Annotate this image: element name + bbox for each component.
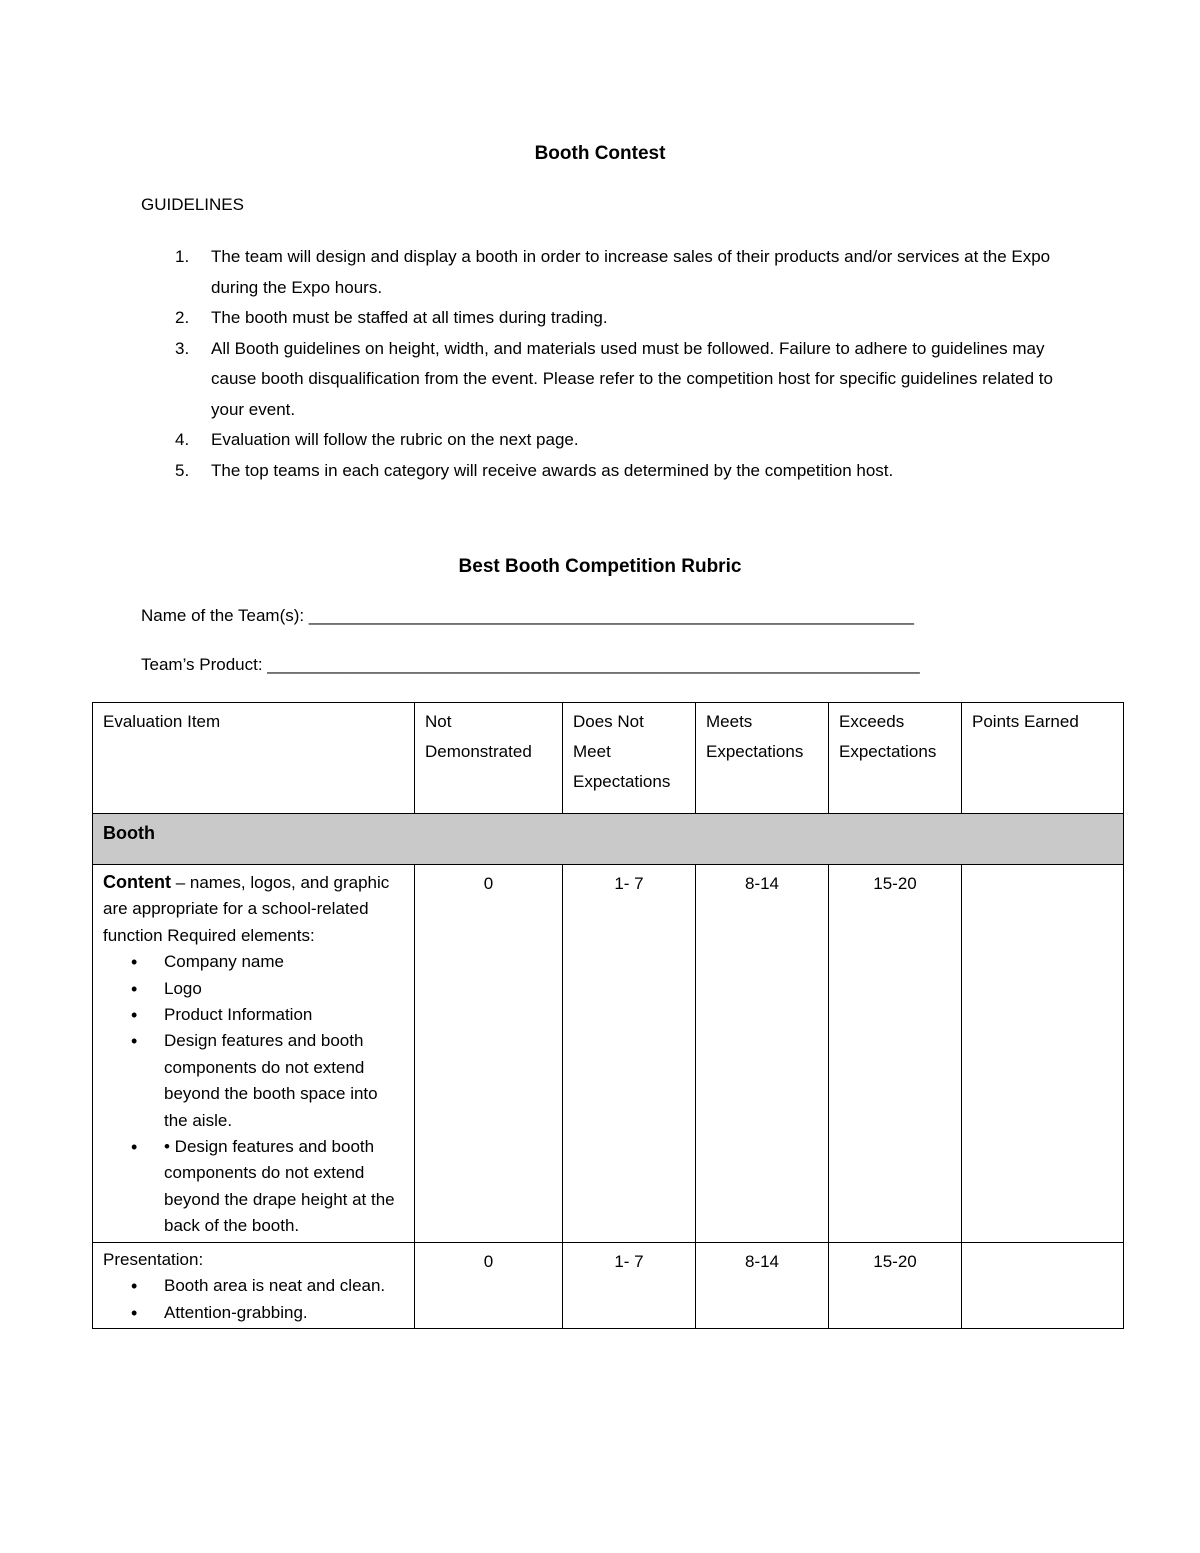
guideline-number: 4. xyxy=(175,430,190,449)
guidelines-heading: GUIDELINES xyxy=(141,195,244,214)
rubric-title: Best Booth Competition Rubric xyxy=(458,556,742,577)
guideline-text: Evaluation will follow the rubric on the next page. xyxy=(211,430,579,449)
list-item: • Design features and booth components do not extend beyond the booth space into the aisle. xyxy=(93,1028,404,1134)
header-not-demonstrated: Not Demonstrated xyxy=(415,703,563,814)
evaluation-item-cell xyxy=(93,865,415,1243)
header-evaluation-item: Evaluation Item xyxy=(93,703,415,814)
section-label: Booth xyxy=(93,814,1124,865)
list-item: • • Design features and booth components do not extend beyond the drape height at the back of the booth. xyxy=(93,1134,404,1240)
header-exceeds: Exceeds Expectations xyxy=(829,703,962,814)
list-item: • Product Information xyxy=(93,1002,404,1028)
evaluation-item-cell xyxy=(93,1242,415,1328)
criterion-description: – names, logos, and graphic are appropriate for a school-related function Required elements: xyxy=(103,873,390,945)
guideline-text: The top teams in each category will receive awards as determined by the competition host. xyxy=(211,460,894,480)
guideline-number: 5. xyxy=(175,460,190,480)
guideline-number: 1. xyxy=(175,247,190,266)
table-row xyxy=(93,1242,1124,1328)
score-not-demonstrated: 0 xyxy=(415,865,563,1243)
score-not-demonstrated: 0 xyxy=(415,1242,563,1328)
guideline-number: 2. xyxy=(175,308,190,327)
criterion-description: Presentation: xyxy=(103,1249,204,1269)
team-product-field: Team’s Product: _____________________________________________________________________ xyxy=(141,655,920,674)
header-does-not-meet: Does Not Meet Expectations xyxy=(563,703,696,814)
guideline-text: The team will design and display a booth in order to increase sales of their products and/or services at the Expo during the Expo hours. xyxy=(211,247,1051,297)
guideline-item xyxy=(141,334,1071,426)
list-item: • Company name xyxy=(93,949,404,975)
list-item: • Booth area is neat and clean. xyxy=(93,1273,404,1299)
list-item: • Logo xyxy=(93,976,404,1002)
score-meets: 8-14 xyxy=(696,1242,829,1328)
list-item: • Attention-grabbing. xyxy=(93,1300,404,1326)
criterion-bullets xyxy=(103,1273,404,1326)
score-exceeds: 15-20 xyxy=(829,1242,962,1328)
guideline-item xyxy=(141,425,1071,456)
guideline-item xyxy=(141,303,1071,334)
criterion-title: Content xyxy=(103,872,171,892)
table-header-row xyxy=(93,703,1124,814)
score-does-not-meet: 1- 7 xyxy=(563,865,696,1243)
score-meets: 8-14 xyxy=(696,865,829,1243)
header-points-earned: Points Earned xyxy=(962,703,1124,814)
criterion-bullets xyxy=(103,949,404,1239)
guidelines-list xyxy=(141,242,1071,486)
points-earned-cell[interactable] xyxy=(962,1242,1124,1328)
section-row xyxy=(93,814,1124,865)
table-row xyxy=(93,865,1124,1243)
rubric-table xyxy=(92,702,1124,1329)
guideline-item xyxy=(141,242,1071,303)
team-name-field: Name of the Team(s): ________________________________________________________________ xyxy=(141,606,914,625)
score-does-not-meet: 1- 7 xyxy=(563,1242,696,1328)
guideline-item xyxy=(141,456,1071,487)
page-title: Booth Contest xyxy=(534,143,666,164)
score-exceeds: 15-20 xyxy=(829,865,962,1243)
points-earned-cell[interactable] xyxy=(962,865,1124,1243)
header-meets: Meets Expectations xyxy=(696,703,829,814)
guideline-text: The booth must be staffed at all times during trading. xyxy=(211,308,608,327)
guideline-text: All Booth guidelines on height, width, and materials used must be followed. Failure to adhere to guidelines may cause booth disqualification from the event. Please refer to the competition host for specific guidelines related to your event. xyxy=(211,338,1053,419)
guideline-number: 3. xyxy=(175,338,190,358)
